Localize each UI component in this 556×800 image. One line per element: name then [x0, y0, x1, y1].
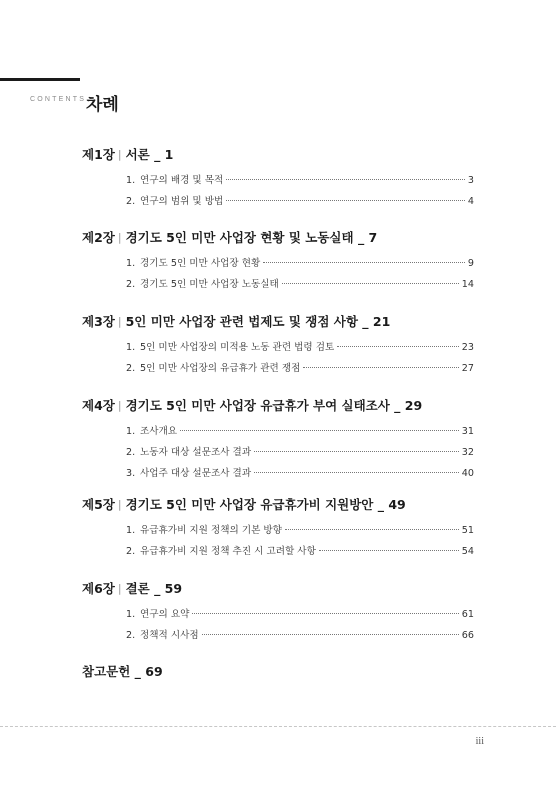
chapter-3: [82, 313, 474, 379]
dot-leader: [263, 262, 465, 263]
entry-number: 1.: [126, 525, 136, 536]
entry-title: 연구의 요약: [140, 609, 190, 620]
dot-leader: [192, 613, 458, 614]
entry-page: 32: [461, 447, 474, 458]
dot-leader: [226, 200, 465, 201]
chapter-title: 결론 _ 59: [125, 581, 183, 596]
chapter-label: 제5장: [82, 497, 115, 512]
chapter-5: [82, 496, 474, 562]
toc-entry[interactable]: [82, 541, 474, 562]
header-rule: [0, 78, 80, 81]
page-title: 차례: [86, 95, 119, 115]
toc-entry[interactable]: [82, 463, 474, 484]
entry-page: 54: [461, 546, 474, 557]
separator-bar: |: [117, 315, 122, 328]
dot-leader: [202, 634, 459, 635]
chapter-label: 제3장: [82, 314, 115, 329]
dot-leader: [285, 529, 459, 530]
entry-title: 유급휴가비 지원 정책 추진 시 고려할 사항: [140, 546, 316, 557]
entry-title: 노동자 대상 설문조사 결과: [140, 447, 252, 458]
dot-leader: [319, 550, 459, 551]
entry-title: 사업주 대상 설문조사 결과: [140, 468, 252, 479]
chapter-heading[interactable]: [82, 580, 474, 598]
entry-title: 5인 미만 사업장의 미적용 노동 관련 법령 검토: [140, 342, 335, 353]
dot-leader: [254, 472, 459, 473]
entry-title: 조사개요: [140, 426, 178, 437]
chapter-1: [82, 146, 474, 212]
contents-label: CONTENTS: [30, 96, 87, 103]
entry-number: 2.: [126, 447, 136, 458]
toc-entry[interactable]: [82, 191, 474, 212]
entry-number: 1.: [126, 342, 136, 353]
toc-entry[interactable]: [82, 170, 474, 191]
entry-page: 23: [461, 342, 474, 353]
toc-entry[interactable]: [82, 253, 474, 274]
chapter-label: 제4장: [82, 398, 115, 413]
references-section: [82, 663, 474, 681]
toc-entry[interactable]: [82, 604, 474, 625]
entry-page: 9: [467, 258, 474, 269]
entry-page: 3: [467, 175, 474, 186]
chapter-title: 경기도 5인 미만 사업장 현황 및 노동실태 _ 7: [125, 230, 378, 245]
separator-bar: |: [117, 231, 122, 244]
entry-number: 1.: [126, 175, 136, 186]
chapter-heading[interactable]: [82, 313, 474, 331]
toc-entry[interactable]: [82, 442, 474, 463]
entry-number: 1.: [126, 258, 136, 269]
entry-title: 5인 미만 사업장의 유급휴가 관련 쟁점: [140, 363, 301, 374]
entry-number: 2.: [126, 363, 136, 374]
separator-bar: |: [117, 498, 122, 511]
toc-entry[interactable]: [82, 274, 474, 295]
chapter-label: 제1장: [82, 147, 115, 162]
entry-page: 61: [461, 609, 474, 620]
entry-page: 14: [461, 279, 474, 290]
entry-title: 연구의 범위 및 방법: [140, 196, 224, 207]
entry-number: 2.: [126, 279, 136, 290]
entry-number: 2.: [126, 196, 136, 207]
chapter-heading[interactable]: [82, 229, 474, 247]
chapter-6: [82, 580, 474, 646]
entry-page: 51: [461, 525, 474, 536]
chapter-label: 제6장: [82, 581, 115, 596]
chapter-4: [82, 397, 474, 484]
dot-leader: [180, 430, 459, 431]
chapter-label: 제2장: [82, 230, 115, 245]
chapter-2: [82, 229, 474, 295]
entry-number: 1.: [126, 426, 136, 437]
entry-page: 4: [467, 196, 474, 207]
toc-entry[interactable]: [82, 421, 474, 442]
chapter-heading[interactable]: [82, 146, 474, 164]
toc-entry[interactable]: [82, 520, 474, 541]
page-number: iii: [475, 736, 484, 747]
entry-title: 연구의 배경 및 목적: [140, 175, 224, 186]
toc-entry[interactable]: [82, 625, 474, 646]
dot-leader: [226, 179, 465, 180]
footer-divider: [0, 726, 556, 727]
chapter-title: 서론 _ 1: [125, 147, 174, 162]
separator-bar: |: [117, 148, 122, 161]
references-heading[interactable]: 참고문헌 _ 69: [82, 664, 163, 679]
entry-page: 66: [461, 630, 474, 641]
entry-page: 27: [461, 363, 474, 374]
chapter-title: 5인 미만 사업장 관련 법제도 및 쟁점 사항 _ 21: [125, 314, 391, 329]
toc-entry[interactable]: [82, 358, 474, 379]
dot-leader: [303, 367, 458, 368]
entry-title: 유급휴가비 지원 정책의 기본 방향: [140, 525, 282, 536]
entry-number: 2.: [126, 630, 136, 641]
entry-title: 경기도 5인 미만 사업장 노동실태: [140, 279, 279, 290]
toc-entry[interactable]: [82, 337, 474, 358]
dot-leader: [282, 283, 459, 284]
entry-title: 정책적 시사점: [140, 630, 199, 641]
chapter-title: 경기도 5인 미만 사업장 유급휴가 부여 실태조사 _ 29: [125, 398, 423, 413]
dot-leader: [337, 346, 459, 347]
entry-number: 2.: [126, 546, 136, 557]
entry-title: 경기도 5인 미만 사업장 현황: [140, 258, 261, 269]
separator-bar: |: [117, 399, 122, 412]
separator-bar: |: [117, 582, 122, 595]
entry-number: 3.: [126, 468, 136, 479]
entry-page: 31: [461, 426, 474, 437]
dot-leader: [254, 451, 459, 452]
chapter-heading[interactable]: [82, 496, 474, 514]
chapter-heading[interactable]: [82, 397, 474, 415]
entry-page: 40: [461, 468, 474, 479]
chapter-title: 경기도 5인 미만 사업장 유급휴가비 지원방안 _ 49: [125, 497, 406, 512]
entry-number: 1.: [126, 609, 136, 620]
